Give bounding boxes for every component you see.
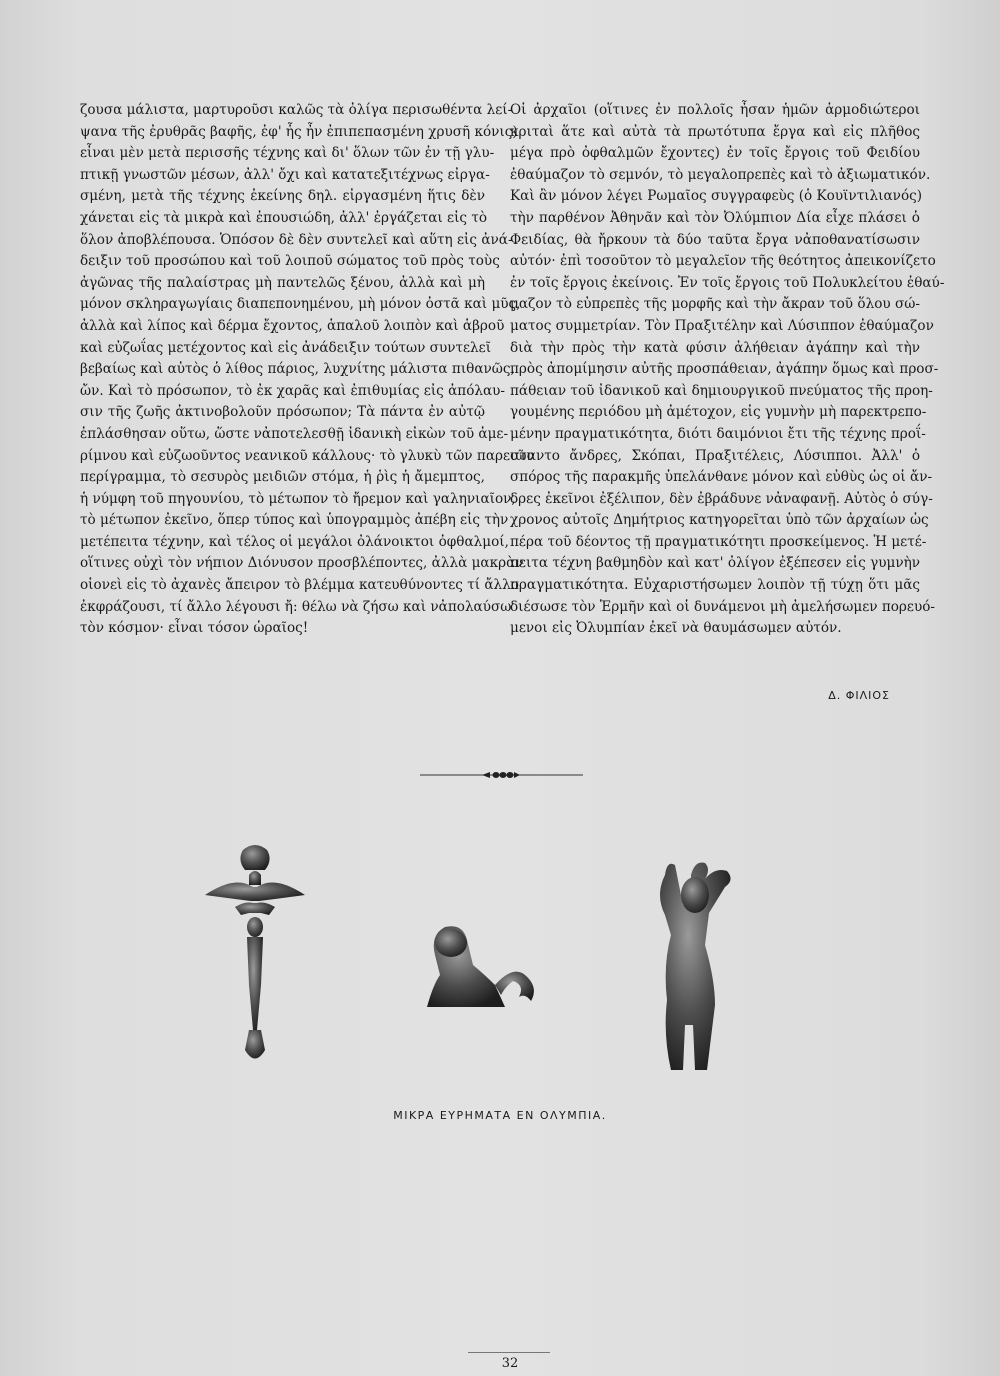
text-line: σταντο ἄνδρες, Σκόπαι, Πραξιτέλεις, Λύσιπποι. Ἀλλ' ὁ bbox=[510, 447, 920, 464]
winged-figurine-image bbox=[205, 845, 305, 1059]
text-line: πραγματικότητα. Εὐχαριστήσωμεν λοιπὸν τῇ τύχῃ ὅτι μᾶς bbox=[510, 577, 920, 594]
right-text-column bbox=[510, 100, 945, 640]
text-line: καὶ εὐζωΐας μετέχοντος καὶ εἰς ἀνάδειξιν τούτων συντελεῖ bbox=[80, 339, 492, 356]
text-line: τὸν κόσμον· εἶναι τόσον ὡραῖος! bbox=[80, 620, 309, 637]
text-line: μέγα πρὸ ὀφθαλμῶν ἔχοντες) ἐν τοῖς ἔργοις τοῦ Φειδίου bbox=[510, 145, 920, 162]
text-line: πέρα τοῦ δέοντος τῇ πραγματικότητι προσκείμενος. Ἡ μετέ- bbox=[510, 533, 927, 550]
text-line: διὰ τὴν πρὸς τὴν κατὰ φύσιν ἀλήθειαν ἀγάπην καὶ τὴν bbox=[510, 339, 920, 356]
text-line: οἱονεὶ εἰς τὸ ἀχανὲς ἄπειρον τὸ βλέμμα κατευθύνοντες τί ἄλλο bbox=[80, 577, 519, 594]
footer-rule bbox=[468, 1352, 550, 1353]
text-line: χάνεται εἰς τὰ μικρὰ καὶ ἐπουσιώδη, ἀλλ' ἐργάζεται εἰς τὸ bbox=[80, 209, 488, 226]
text-line: μενοι εἰς Ὀλυμπίαν ἐκεῖ νὰ θαυμάσωμεν αὐτόν. bbox=[510, 620, 842, 637]
text-line: δρες ἐκεῖνοι ἐξέλιπον, δὲν ἐβράδυνε νἀναφανῇ. Αὐτὸς ὁ σύγ- bbox=[510, 490, 933, 507]
raised-arms-figurine-image bbox=[660, 863, 731, 1071]
seated-lion-image bbox=[427, 926, 534, 1007]
text-line: κριταὶ ἅτε καὶ αὐτὰ τὰ πρωτότυπα ἔργα καὶ εἰς πλῆθος bbox=[510, 123, 920, 140]
text-line: χρονος αὐτοῖς Δημήτριος κατηγορεῖται ὑπὸ τῶν ἀρχαίων ὡς bbox=[510, 512, 929, 529]
text-line: σπόρος τῆς παρακμῆς ὑπελάνθανε μόνον καὶ εὐθὺς ὡς οἱ ἄν- bbox=[510, 469, 933, 486]
text-line: οἵτινες οὐχὶ τὸν νήπιον Διόνυσον προσβλέποντες, ἀλλὰ μακρὰν bbox=[80, 555, 524, 572]
text-line: ψανα τῆς ἐρυθρᾶς βαφῆς, ἐφ' ἧς ἦν ἐπιπεπασμένη χρυσῆ κόνις) bbox=[80, 123, 518, 140]
text-line: ἀλλὰ καὶ λίπος καὶ δέρμα ἔχοντος, ἁπαλοῦ λοιπὸν καὶ ἁβροῦ bbox=[80, 317, 505, 334]
text-line: αὐτόν· ἐπὶ τοσοῦτον τὸ μεγαλεῖον τῆς θεότητος ἀπεικονίζετο bbox=[510, 253, 936, 270]
text-line: τὸ μέτωπον ἐκεῖνο, ὅπερ τύπος καὶ ὑπογραμμὸς ἀπέβη εἰς τὴν bbox=[80, 512, 509, 529]
text-line: μένην πραγματικότητα, διότι δαιμόνιοι ἔτι τῆς τέχνης προΐ- bbox=[510, 425, 926, 442]
text-line: ὤν. Καὶ τὸ πρόσωπον, τὸ ἐκ χαρᾶς καὶ ἐπιθυμίας εἰς ἀπόλαυ- bbox=[80, 382, 506, 399]
bronze-figurines-illustration bbox=[195, 835, 795, 1095]
text-line: ἐπλάσθησαν οὕτω, ὥστε νἀποτελεσθῇ ἰδανικὴ εἰκὼν τοῦ ἀμε- bbox=[80, 425, 509, 442]
text-line: σιν τῆς ζωῆς ἀκτινοβολοῦν πρόσωπον; Τὰ πάντα ἐν αὐτῷ bbox=[80, 404, 485, 421]
left-text-column bbox=[80, 100, 535, 640]
text-line: Οἱ ἀρχαῖοι (οἵτινες ἐν πολλοῖς ἦσαν ἡμῶν ἁρμοδιώτεροι bbox=[510, 102, 920, 118]
text-line: διέσωσε τὸν Ἑρμῆν καὶ οἱ δυνάμενοι μὴ ἀμελήσωμεν πορευό- bbox=[510, 598, 936, 615]
author-signature: Δ. ΦΙΛΙΟΣ bbox=[828, 689, 890, 702]
text-line: τὴν παρθένον Ἀθηνᾶν καὶ τὸν Ὀλύμπιον Δία εἶχε πλάσει ὁ bbox=[510, 209, 920, 226]
figure-caption: ΜΙΚΡΑ ΕΥΡΗΜΑΤΑ ΕΝ ΟΛΥΜΠΙΑ. bbox=[393, 1109, 607, 1122]
text-line: περίγραμμα, τὸ σεσυρὸς μειδιῶν στόμα, ἡ ῥὶς ἡ ἄμεμπτος, bbox=[80, 469, 485, 486]
text-line: ἐν τοῖς ἔργοις ἐκείνοις. Ἐν τοῖς ἔργοις τοῦ Πολυκλείτου ἐθαύ- bbox=[510, 274, 945, 291]
section-divider-ornament bbox=[420, 768, 583, 782]
page-number: 32 bbox=[501, 1356, 519, 1371]
text-line: πρὸς ἀπομίμησιν αὐτῆς προσπάθειαν, ἀγάπην ὅμως καὶ προσ- bbox=[510, 361, 939, 378]
text-line: ὅλον ἀποβλέπουσα. Ὁπόσον δὲ δὲν συντελεῖ καὶ αὕτη εἰς ἀνά- bbox=[80, 231, 513, 248]
text-line: ζουσα μάλιστα, μαρτυροῦσι καλῶς τὰ ὀλίγα περισωθέντα λεί- bbox=[80, 102, 513, 118]
text-line: πάθειαν τοῦ ἰδανικοῦ καὶ δημιουργικοῦ πνεύματος τῆς προη- bbox=[510, 382, 933, 399]
text-line: μαζον τὸ εὐπρεπὲς τῆς μορφῆς καὶ τὴν ἄκραν τοῦ ὅλου σώ- bbox=[510, 296, 920, 313]
text-line: δειξιν τοῦ προσώπου καὶ τοῦ λοιποῦ σώματος τοῦ πρὸς τοὺς bbox=[80, 253, 500, 270]
text-line: μόνον σκληραγωγίαις διαπεπονημένου, μὴ μόνον ὀστᾶ καὶ μῦς, bbox=[80, 296, 521, 313]
text-line: εἶναι μὲν μετὰ περισσῆς τέχνης καὶ δι' ὅλων τῶν ἐν τῇ γλυ- bbox=[80, 145, 495, 162]
text-line: Καὶ ἂν μόνον λέγει Ρωμαῖος συγγραφεὺς (ὁ Κουϊντιλιανός) bbox=[510, 188, 923, 205]
text-line: ἐθαύμαζον τὸ σεμνόν, τὸ μεγαλοπρεπὲς καὶ τὸ ἀξιωματικόν. bbox=[510, 166, 931, 183]
text-line: ἡ νύμφη τοῦ πηγουνίου, τὸ μέτωπον τὸ ἤρεμον καὶ γαληνιαῖον, bbox=[80, 490, 516, 507]
text-line: ἐκφράζουσι, τί ἄλλο λέγουσι ἤ: θέλω νὰ ζήσω καὶ νἀπολαύσω bbox=[80, 598, 512, 615]
text-line: ρίμνου καὶ εὐζωοῦντος νεανικοῦ κάλλους· τὸ γλυκὺ τῶν παρειῶν bbox=[80, 447, 535, 464]
text-line: μετέπειτα τέχνην, καὶ τέλος οἱ μεγάλοι ὀλάνοικτοι ὀφθαλμοί, bbox=[80, 533, 509, 550]
text-line: Φειδίας, θὰ ἤρκουν τὰ δύο ταῦτα ἔργα νἀποθανατίσωσιν bbox=[510, 231, 920, 248]
text-line: ἀγῶνας τῆς παλαίστρας μὴ παντελῶς ξένου, ἀλλὰ καὶ μὴ bbox=[80, 274, 485, 291]
text-line: ματος συμμετρίαν. Τὸν Πραξιτέλην καὶ Λύσιππον ἐθαύμαζον bbox=[510, 317, 934, 334]
text-line: γουμένης περιόδου μὴ ἀμέτοχον, εἰς γυμνὴν μὴ παρεκτρεπο- bbox=[510, 404, 927, 421]
text-line: πειτα τέχνη βαθμηδὸν καὶ κατ' ὀλίγον ἐξέπεσεν εἰς γυμνὴν bbox=[510, 555, 920, 572]
text-line: πτικῇ γνωστῶν μέσων, ἀλλ' ὄχι καὶ κατατεξιτέχνως εἰργα- bbox=[80, 166, 490, 183]
text-line: σμένη, μετὰ τῆς τέχνης ἐκείνης δηλ. εἰργασμένη ἥτις δὲν bbox=[80, 188, 485, 205]
text-line: βεβαίως καὶ αὐτὸς ὁ λίθος πάριος, λυχνίτης μάλιστα πιθανῶς, bbox=[80, 361, 515, 378]
